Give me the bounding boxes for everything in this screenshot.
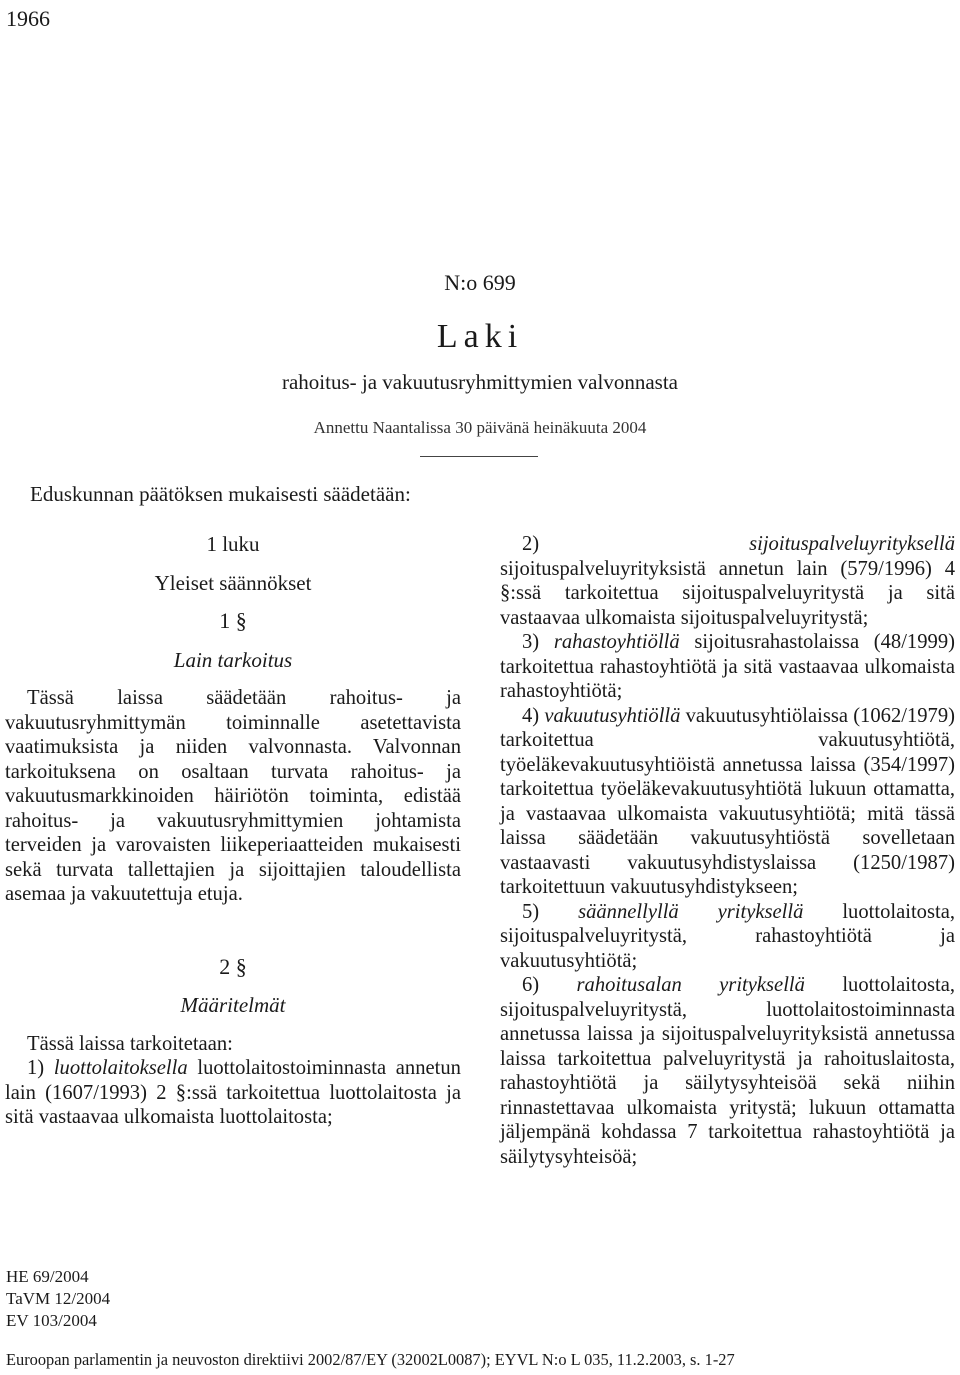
reference-ev: EV 103/2004 — [6, 1311, 97, 1330]
definition-term: rahastoyhtiöllä — [553, 631, 680, 653]
section2-number: 2 § — [219, 953, 247, 979]
definition-term: vakuutusyhtiöllä — [544, 704, 681, 727]
directive-footnote: Euroopan parlamentin ja neuvoston direktiivi 2002/87/EY (32002L0087); EYVL N:o L 035, 11.2.2003, s. 1-27 — [6, 1350, 735, 1369]
reference-he: HE 69/2004 — [6, 1267, 89, 1286]
definition-text: sijoitusrahastolaissa (48/1999) tarkoitettua rahastoyhtiötä ja sitä vastaavaa ulkomaista rahastoyhtiötä; — [500, 631, 955, 702]
definition-item — [500, 704, 955, 900]
definition-number: 4) — [522, 704, 540, 727]
definition-text: luottolaitosta, sijoituspalveluyritystä, rahastoyhtiötä ja vakuutusyhtiötä; — [500, 900, 955, 972]
definition-text: sijoituspalveluyrityksistä annetun lain (579/1996) 4 §:ssä tarkoitettua sijoituspalveluyritystä ja sitä vastaavaa ulkomaista sijoituspalveluyritystä; — [500, 557, 955, 629]
left-column — [5, 532, 461, 1130]
definition-term: rahoitusalan yrityksellä — [576, 974, 805, 996]
definition-item — [500, 630, 955, 704]
section2-title: Määritelmät — [180, 993, 286, 1017]
title-divider — [420, 456, 538, 457]
definition-number: 1) — [27, 1057, 45, 1079]
right-column — [500, 532, 955, 1169]
definition-item — [500, 900, 955, 974]
issued-line: Annettu Naantalissa 30 päivänä heinäkuuta 2004 — [313, 418, 647, 437]
chapter-number: 1 luku — [206, 532, 260, 556]
definition-number: 2) — [522, 533, 540, 555]
document-subtitle: rahoitus- ja vakuutusryhmittymien valvonnasta — [281, 370, 678, 394]
definition-text: luottolaitostoiminnasta annetun lain (1607/1993) 2 §:ssä tarkoitettua luottolaitosta ja sitä vastaavaa ulkomaista luottolaitosta; — [5, 1057, 461, 1128]
definition-number: 6) — [522, 974, 540, 996]
section2-lead: Tässä laissa tarkoitetaan: — [27, 1032, 233, 1055]
definition-item — [5, 1056, 461, 1130]
chapter-title: Yleiset säännökset — [154, 570, 312, 595]
page-number: 1966 — [6, 6, 50, 31]
definition-number: 5) — [522, 900, 540, 923]
definition-item — [500, 973, 955, 1169]
definition-text: vakuutusyhtiölaissa (1062/1979) tarkoitettua vakuutusyhtiötä, työeläkevakuutusyhtiöistä annetussa laissa (354/1997) tarkoitettua työeläkevakuutusyhtiötä lukuun ottamatta, ja vastaavaa ulkomaista vakuutusyhtiötä; mitä tässä laissa säädetään vakuutusyhtiöstä sovelletaan vastaavasti vakuutusyhdistyslaissa (1250/1987) tarkoitettuun vakuutusyhdistykseen; — [500, 704, 956, 898]
enactment-intro: Eduskunnan päätöksen mukaisesti säädetään: — [30, 482, 411, 506]
definition-term: luottolaitoksella — [53, 1057, 188, 1079]
definition-term: säännellyllä yrityksellä — [578, 900, 804, 923]
definition-text: luottolaitosta, sijoituspalveluyritystä, luottolaitostoiminnasta annetussa laissa ja sijoituspalveluyrityksistä annetussa laissa tarkoitettua palveluyritystä ja rahoituslaitosta, rahastoyhtiötä ja säilytysyhteisöä sekä niihin rinnastettavaa ulkomaista yritystä; lukuun ottamatta jäljempänä kohdassa 7 tarkoitettua rahastoyhtiötä ja säilytysyhteisöä; — [500, 974, 956, 1168]
section1-title: Lain tarkoitus — [173, 647, 293, 672]
definition-term: sijoituspalveluyrityksellä — [749, 533, 955, 555]
legislative-references — [6, 1266, 110, 1332]
section1-number: 1 § — [219, 608, 247, 633]
definition-number: 3) — [522, 631, 540, 653]
reference-tavm: TaVM 12/2004 — [6, 1289, 111, 1308]
document-type: Laki — [436, 318, 524, 355]
definition-item — [500, 532, 955, 630]
statute-number: N:o 699 — [444, 270, 516, 295]
section1-text: Tässä laissa säädetään rahoitus- ja vakuutusryhmittymän toiminnalle asetettavista vaatimuksista ja niiden valvonnasta. Valvonnan tarkoituksena on osaltaan turvata rahoitus- ja vakuutusmarkkinoiden häiriötön toiminta, edistää rahoitus- ja vakuutusryhmittymien johtamista terveiden ja varovaisten liikeperiaatteiden mukaisesti sekä turvata tallettajien ja sijoittajien taloudellista asemaa ja vakuutettuja etuja. — [5, 687, 461, 905]
